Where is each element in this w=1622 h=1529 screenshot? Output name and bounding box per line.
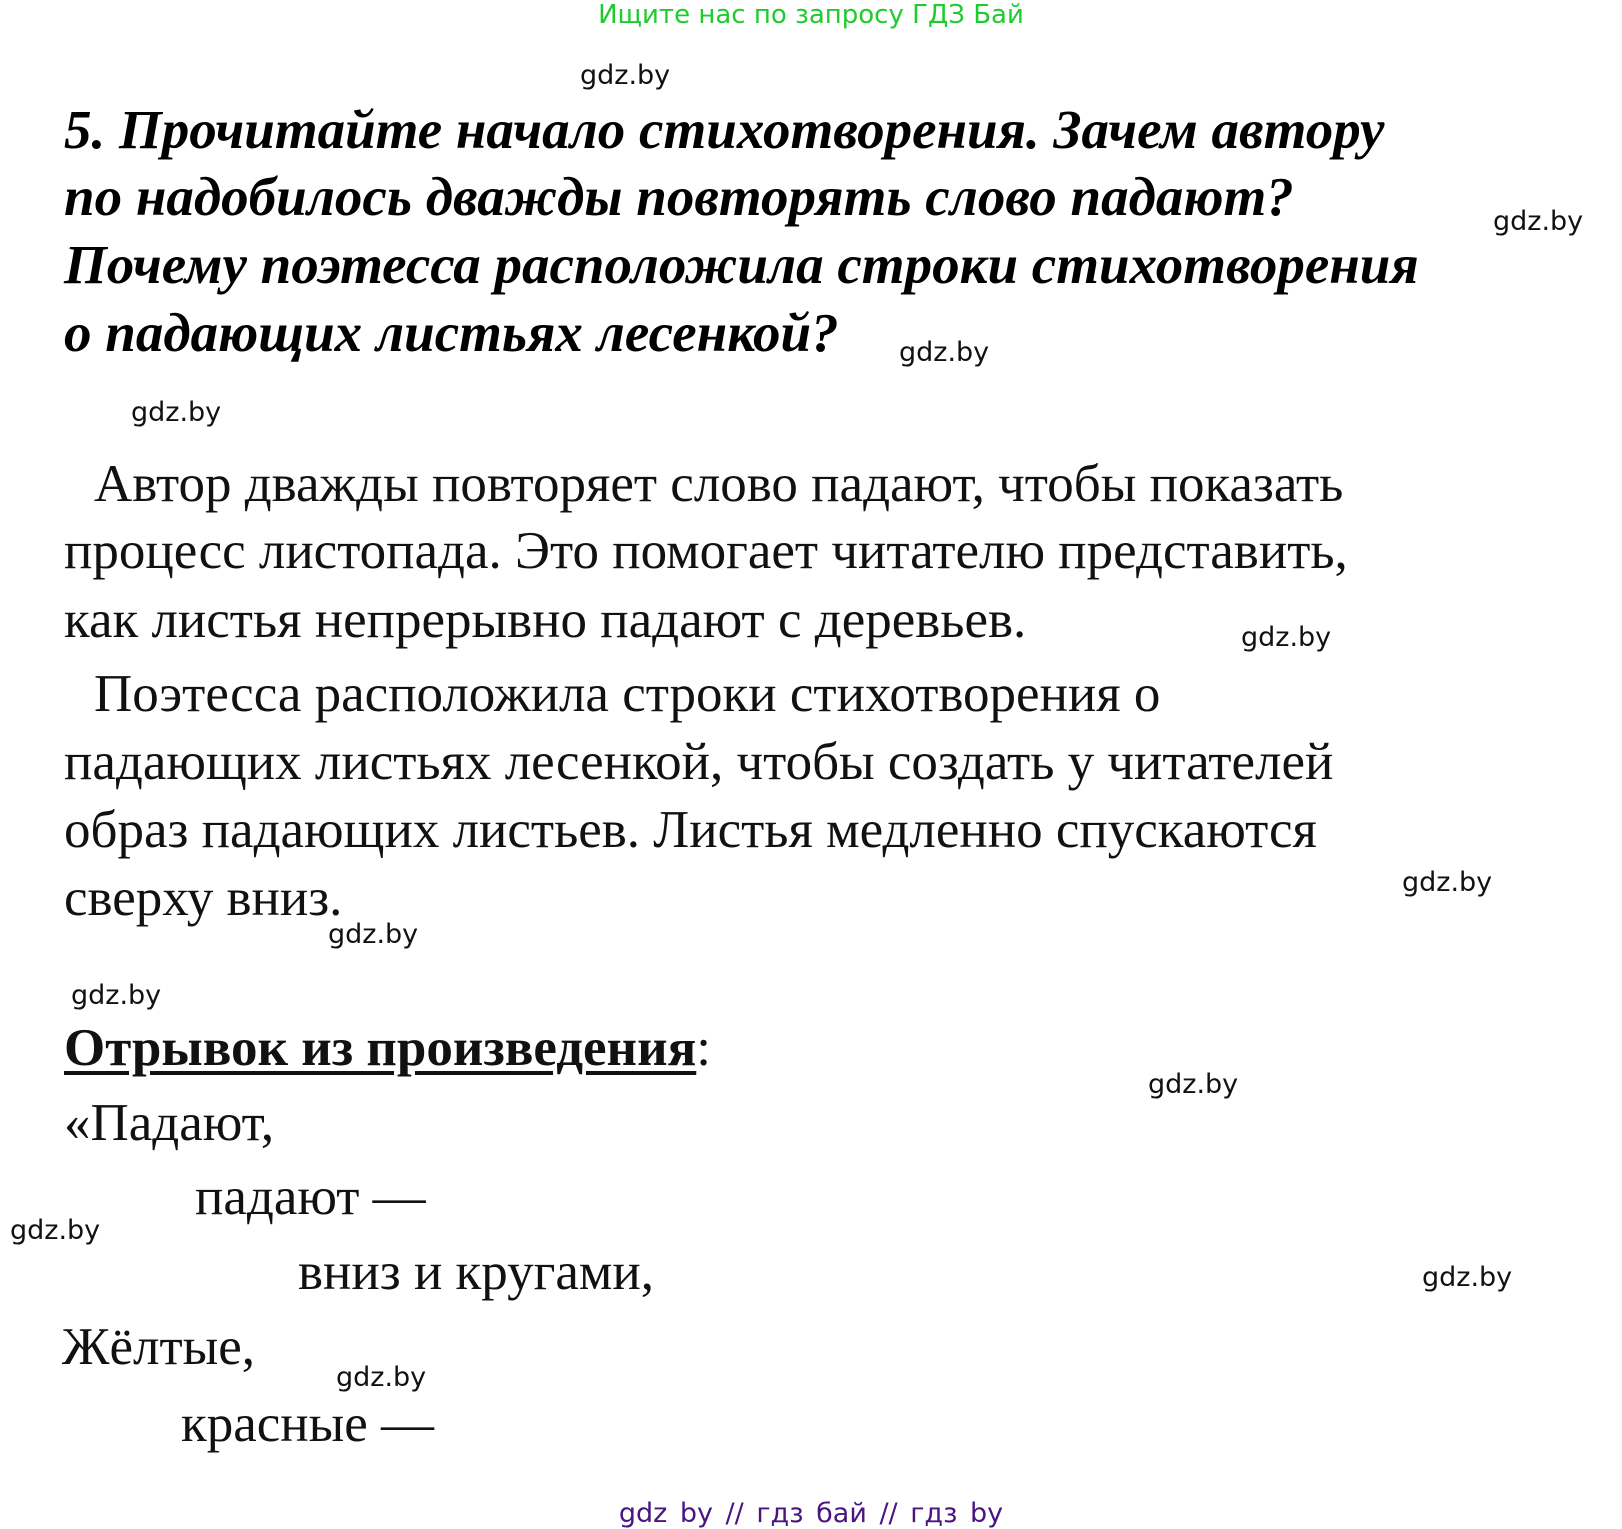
question-line: о падающих листьях лесенкой? (64, 302, 839, 363)
poem-line: падают — (195, 1168, 426, 1226)
question-line: по надобилось дважды повторять слово падают? (64, 166, 1294, 227)
watermark: gdz.by (1241, 622, 1332, 653)
watermark: gdz.by (1402, 867, 1493, 898)
watermark: gdz.by (328, 919, 419, 950)
footer-links[interactable]: gdz by // гдз бай // гдз by (618, 1498, 1004, 1529)
answer-line: Автор дважды повторяет слово падают, чтобы показать (94, 455, 1344, 513)
watermark: gdz.by (899, 337, 990, 368)
excerpt-heading (64, 1019, 712, 1077)
answer-line: образ падающих листьев. Листья медленно спускаются (64, 801, 1317, 859)
watermark: gdz.by (71, 980, 162, 1011)
watermark: gdz.by (336, 1362, 427, 1393)
answer-line: процесс листопада. Это помогает читателю представить, (64, 522, 1348, 580)
promo-banner[interactable]: Ищите нас по запросу ГДЗ Бай (598, 0, 1024, 30)
poem-line: «Падают, (64, 1094, 275, 1152)
poem-line: Жёлтые, (62, 1318, 256, 1376)
watermark: gdz.by (1148, 1069, 1239, 1100)
watermark: gdz.by (131, 397, 222, 428)
question-line: 5. Прочитайте начало стихотворения. Зачем автору (64, 99, 1385, 160)
excerpt-heading-colon: : (696, 1019, 712, 1077)
watermark: gdz.by (10, 1215, 101, 1246)
poem-line: красные — (181, 1395, 435, 1453)
poem-line: вниз и кругами, (298, 1243, 655, 1301)
excerpt-heading-text: Отрывок из произведения (64, 1019, 697, 1077)
answer-line: сверху вниз. (64, 869, 343, 927)
watermark: gdz.by (1493, 206, 1584, 237)
question-line: Почему поэтесса расположила строки стихотворения (64, 234, 1419, 295)
answer-line: как листья непрерывно падают с деревьев. (64, 591, 1027, 649)
watermark: gdz.by (580, 60, 671, 91)
watermark: gdz.by (1422, 1262, 1513, 1293)
answer-line: падающих листьях лесенкой, чтобы создать у читателей (64, 733, 1334, 791)
answer-line: Поэтесса расположила строки стихотворения о (94, 665, 1161, 723)
